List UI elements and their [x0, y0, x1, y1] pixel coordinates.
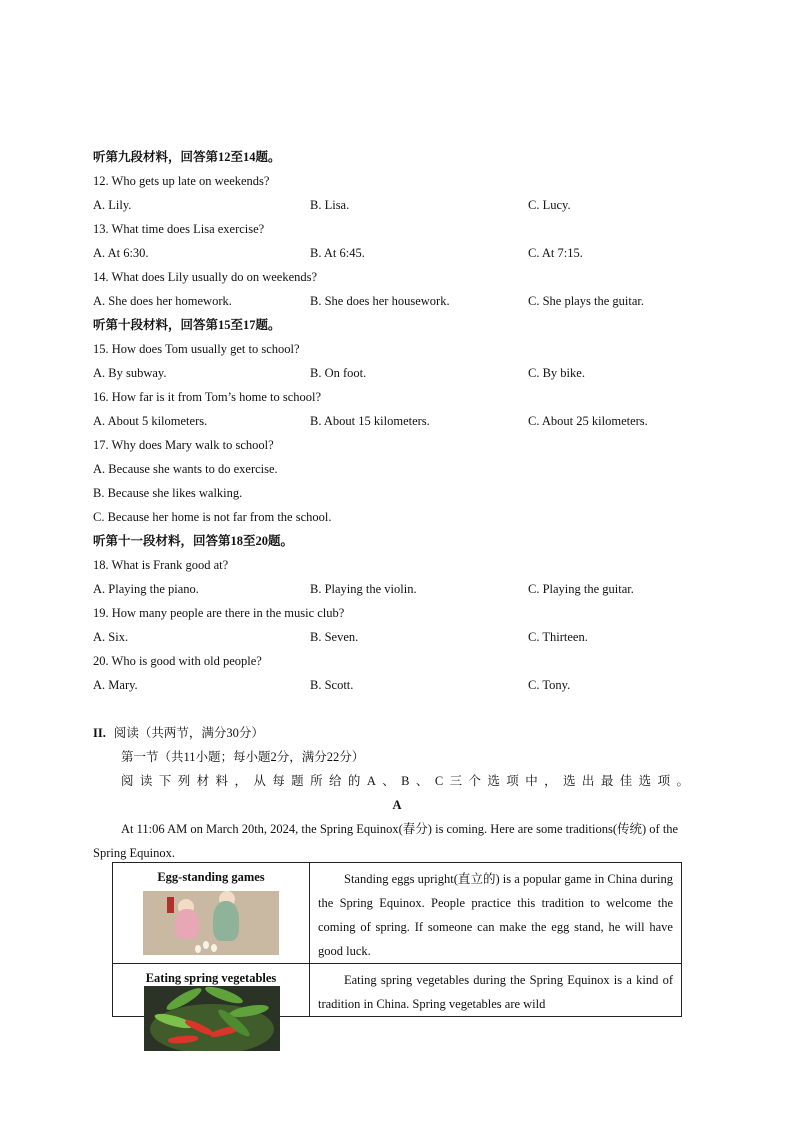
question-text: 14. What does Lily usually do on weekends? — [93, 270, 318, 284]
reading-section-title — [93, 725, 264, 741]
option-b: B. She does her housework. — [310, 294, 450, 308]
option-a: A. Lily. — [93, 198, 132, 212]
instruction-text: 阅读下列材料，从每题所给的A、B、C三个选项中，选出最佳选项。 — [121, 774, 695, 788]
option-b: B. About 15 kilometers. — [310, 414, 430, 428]
section-heading: 听第九段材料，回答第12至14题。 — [93, 150, 281, 164]
option-b: B. Playing the violin. — [310, 582, 417, 596]
option-a: A. She does her homework. — [93, 294, 232, 308]
answer-options — [93, 245, 693, 261]
option-c: C. She plays the guitar. — [528, 294, 644, 308]
question-text: 13. What time does Lisa exercise? — [93, 222, 265, 236]
passage-intro: At 11:06 AM on March 20th, 2024, the Spring Equinox(春分) is coming. Here are some traditions(传统) of the Spring Equinox. — [93, 822, 679, 860]
answer-options — [93, 197, 693, 213]
tradition-title-cell — [113, 863, 310, 964]
question-text: 19. How many people are there in the music club? — [93, 606, 345, 620]
option-a: A. By subway. — [93, 366, 167, 380]
option-c: C. Because her home is not far from the school. — [93, 510, 332, 524]
answer-options — [93, 629, 693, 645]
option-a: A. Mary. — [93, 678, 138, 692]
option-a: A. Six. — [93, 630, 129, 644]
spring-vegetables-photo — [144, 986, 280, 1051]
option-a: A. About 5 kilometers. — [93, 414, 208, 428]
option-a: A. At 6:30. — [93, 246, 149, 260]
option-c: C. Tony. — [528, 678, 571, 692]
answer-options — [93, 413, 693, 429]
option-c: C. About 25 kilometers. — [528, 414, 648, 428]
answer-options — [93, 365, 693, 381]
option-b: B. Because she likes walking. — [93, 486, 243, 500]
part-heading: 第一节（共11小题；每小题2分，满分22分） — [121, 750, 365, 764]
tradition-title: Egg-standing games — [157, 870, 265, 884]
tradition-description: Standing eggs upright(直立的) is a popular game in China during the Spring Equinox. People practice this tradition to welcome the coming of spring. If someone can make the egg stand, he will have good luck. — [310, 863, 682, 964]
option-c: C. Playing the guitar. — [528, 582, 634, 596]
option-b: B. Seven. — [310, 630, 359, 644]
tradition-description: Eating spring vegetables during the Spring Equinox is a kind of tradition in China. Spring vegetables are wild — [310, 964, 682, 1017]
question-text: 17. Why does Mary walk to school? — [93, 438, 274, 452]
option-b: B. Scott. — [310, 678, 354, 692]
option-b: B. At 6:45. — [310, 246, 365, 260]
question-text: 20. Who is good with old people? — [93, 654, 262, 668]
question-text: 12. Who gets up late on weekends? — [93, 174, 270, 188]
option-c: C. Thirteen. — [528, 630, 588, 644]
seal-stamp — [167, 897, 174, 913]
option-b: B. On foot. — [310, 366, 367, 380]
passage-label: A — [392, 798, 402, 812]
question-text: 15. How does Tom usually get to school? — [93, 342, 300, 356]
table-row — [113, 863, 682, 964]
egg-standing-illustration — [143, 891, 279, 955]
section-number: II. — [93, 726, 106, 740]
section-title-text: 阅读（共两节，满分30分） — [113, 726, 264, 740]
option-c: C. By bike. — [528, 366, 585, 380]
option-b: B. Lisa. — [310, 198, 350, 212]
tradition-title: Eating spring vegetables — [145, 971, 277, 985]
question-text: 18. What is Frank good at? — [93, 558, 229, 572]
answer-options — [93, 293, 693, 309]
answer-options — [93, 677, 693, 693]
section-heading: 听第十一段材料，回答第18至20题。 — [93, 534, 294, 548]
option-c: C. At 7:15. — [528, 246, 583, 260]
section-heading: 听第十段材料，回答第15至17题。 — [93, 318, 281, 332]
option-a: A. Because she wants to do exercise. — [93, 462, 278, 476]
option-c: C. Lucy. — [528, 198, 571, 212]
answer-options — [93, 581, 693, 597]
option-a: A. Playing the piano. — [93, 582, 199, 596]
question-text: 16. How far is it from Tom’s home to school? — [93, 390, 322, 404]
